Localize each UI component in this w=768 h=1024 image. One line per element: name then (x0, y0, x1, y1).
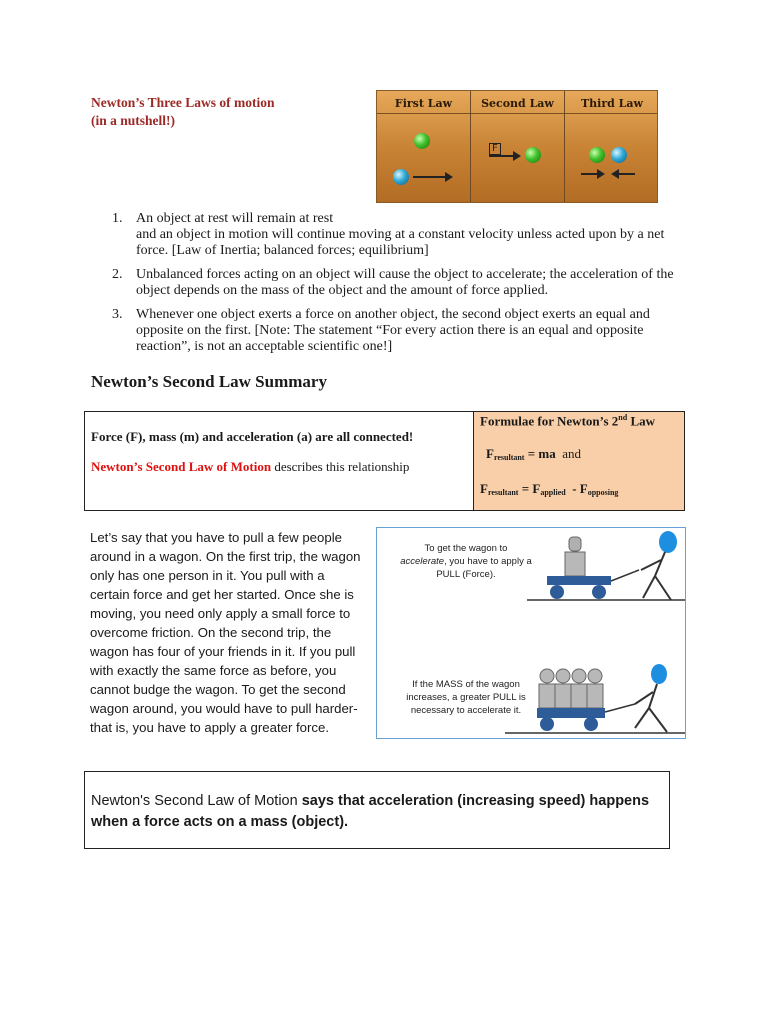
rope-line (605, 704, 635, 712)
wheel-icon (550, 585, 564, 599)
list-item (112, 267, 682, 299)
caption-text: increases, a greater PULL is (406, 692, 526, 703)
rope-line (611, 570, 639, 581)
subscript: applied (540, 488, 566, 497)
blue-ball-icon (393, 169, 409, 185)
formula-title-end: Law (627, 413, 655, 429)
green-ball-icon (414, 133, 430, 149)
second-law-panel (471, 91, 565, 202)
section-heading: Newton’s Second Law Summary (91, 372, 327, 391)
formula-cell (474, 412, 684, 510)
law-1-line-2: and an object in motion will continue moving at a constant velocity unless acted upon by a net force. [Law of Inertia; balanced forces; equilibrium] (136, 227, 665, 258)
law-3-text: Whenever one object exerts a force on another object, the second object exerts an equal and opposite on the first. [Note: The statement “For every action there is an equal and opposite reaction”, is not an acceptable scientific one!] (136, 307, 650, 354)
third-law-panel (565, 91, 658, 202)
relationship-text: describes this relationship (271, 459, 410, 474)
wagon-drawing (377, 528, 686, 739)
people-icon (539, 669, 603, 708)
person-icon (565, 552, 585, 576)
wagon-icon (537, 708, 605, 718)
force-symbol: F (486, 446, 494, 461)
wheel-icon (584, 717, 598, 731)
subscript: resultant (493, 453, 525, 462)
title-line-1: Newton’s Three Laws of motion (91, 95, 275, 110)
page-title (91, 94, 361, 130)
caption-text: If the MASS of the wagon (412, 679, 520, 690)
laws-list (112, 211, 682, 363)
green-ball-icon (589, 147, 605, 163)
force-symbol: F (480, 481, 488, 496)
arrow-right-icon (413, 176, 451, 178)
summary-connection-text: Force (F), mass (m) and acceleration (a) are all connected! (91, 429, 414, 444)
formula-title-text: Formulae for Newton’s 2 (480, 413, 619, 429)
first-law-panel (377, 91, 471, 202)
wheel-icon (540, 717, 554, 731)
list-item (112, 307, 682, 355)
wagon-paragraph: Let’s say that you have to pull a few people around in a wagon. On the first trip, the wagon only has one person in it. You pull with a certain force and get her started. Once she is moving, you need only apply a small force to overcome friction. On the second trip, the wagon has four of your friends in it. If you pull with exactly the same force as before, you cannot budge the wagon. To get the second wagon around, you would have to pull harder- that is, you have to apply a greater force. (90, 530, 361, 735)
formula-resultant-ma (486, 446, 581, 462)
subscript: opposing (587, 488, 619, 497)
person-head-icon (569, 537, 581, 551)
list-number: 3. (112, 307, 123, 322)
equals-ma: = ma (524, 446, 556, 461)
summary-left-cell (85, 412, 474, 510)
caption-text: , you have to apply a (444, 556, 532, 567)
second-law-heading: Second Law (481, 97, 554, 110)
minus-f: - F (565, 481, 588, 496)
and-text: and (555, 446, 582, 461)
wheel-icon (592, 585, 606, 599)
three-laws-illustration (376, 90, 658, 203)
divider (471, 113, 564, 114)
wagon-icon (547, 576, 611, 585)
list-number: 1. (112, 211, 123, 226)
subscript: resultant (487, 488, 519, 497)
list-number: 2. (112, 267, 123, 282)
law-2-text: Unbalanced forces acting on an object will cause the object to accelerate; the acceleration of the object depends on the mass of the object and the amount of force applied. (136, 267, 674, 298)
blue-ball-icon (611, 147, 627, 163)
puller-head-icon (659, 531, 677, 553)
divider (565, 113, 658, 114)
superscript: nd (618, 413, 628, 422)
divider (377, 113, 470, 114)
wagon-figure (376, 527, 686, 739)
formula-title (480, 413, 655, 429)
list-item (112, 211, 682, 259)
puller-head-icon (651, 664, 667, 684)
caption-italic: accelerate (400, 556, 445, 567)
third-law-heading: Third Law (580, 97, 643, 110)
force-label: F (489, 143, 501, 155)
caption-text: necessary to accelerate it. (410, 705, 522, 716)
caption-text: To get the wagon to (424, 543, 508, 554)
first-law-heading: First Law (394, 97, 453, 110)
equals-f: = F (518, 481, 541, 496)
conclusion-bold-text: says that acceleration (increasing speed) happens when a force acts on a mass (object). (91, 793, 650, 830)
title-line-2: (in a nutshell!) (91, 113, 176, 128)
stick-figure-icon (635, 684, 667, 732)
second-law-highlight: Newton’s Second Law of Motion (91, 459, 272, 474)
conclusion-box (84, 771, 670, 849)
arrow-left-icon (613, 173, 635, 175)
conclusion-normal-text: Newton's Second Law of Motion (91, 793, 302, 809)
law-1-line-1: An object at rest will remain at rest (136, 211, 334, 226)
summary-table (84, 411, 685, 511)
stick-figure-icon (641, 552, 671, 600)
green-ball-icon (525, 147, 541, 163)
caption-text: PULL (Force). (436, 569, 496, 580)
formula-resultant-difference (480, 481, 618, 497)
arrow-right-icon (489, 155, 519, 157)
summary-relationship-text (91, 459, 473, 475)
arrow-right-icon (581, 173, 603, 175)
